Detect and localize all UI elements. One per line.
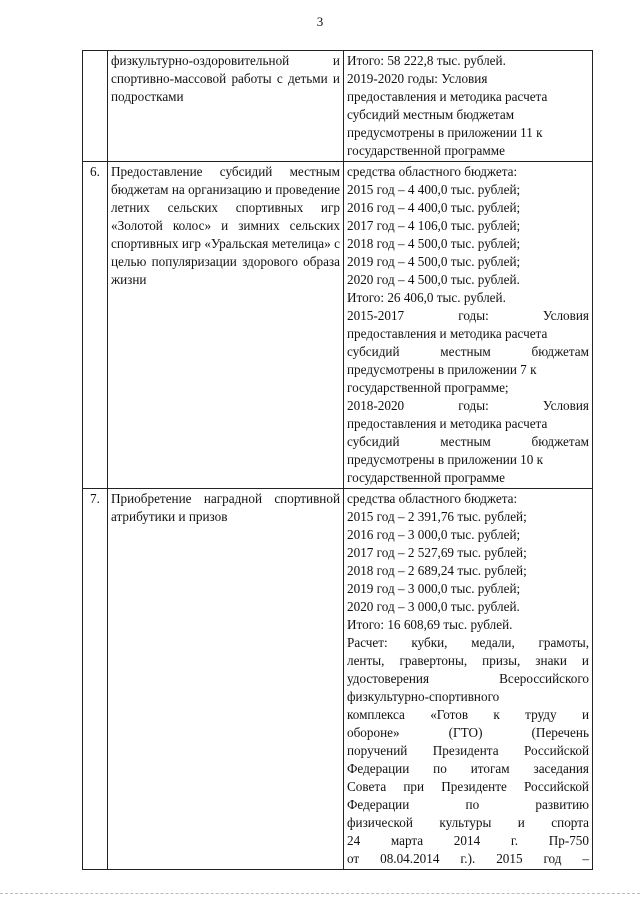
description-line: предусмотрены в приложении 7 к <box>347 362 537 377</box>
description-line: государственной программе <box>347 143 505 158</box>
table-row <box>83 51 593 162</box>
description-line: предоставления и методика расчета <box>347 326 548 341</box>
description-line: поручений Президента Российской <box>347 743 589 758</box>
description-line: 2016 год – 3 000,0 тыс. рублей; <box>347 527 521 542</box>
description-line: физкультурно-спортивного <box>347 689 500 704</box>
activity-name: Предоставление субсидий местным бюджетам на организацию и проведение летних сельских спортивных игр «Золотой колос» и зимних сельских спортивных игр «Уральская метелица» с целью популяризации здорового образа жизни <box>108 162 344 489</box>
description-line: Совета при Президенте Российской <box>347 779 589 794</box>
program-table <box>82 50 593 870</box>
description-line: 2017 год – 2 527,69 тыс. рублей; <box>347 545 527 560</box>
table-row <box>83 162 593 489</box>
description-line: субсидий местным бюджетам <box>347 344 589 359</box>
description-line: 24 марта 2014 г. Пр-750 <box>347 833 589 848</box>
row-number: 7. <box>83 489 108 870</box>
description-line: средства областного бюджета: <box>347 164 518 179</box>
description-line: 2018 год – 4 500,0 тыс. рублей; <box>347 236 521 251</box>
description-line: государственной программе <box>347 470 505 485</box>
table-row <box>83 489 593 870</box>
activity-name: Приобретение наградной спортивной атрибутики и призов <box>108 489 344 870</box>
description-line: 2015 год – 4 400,0 тыс. рублей; <box>347 182 521 197</box>
row-number: 6. <box>83 162 108 489</box>
description-line: удостоверения Всероссийского <box>347 671 589 686</box>
description-line: государственной программе; <box>347 380 509 395</box>
description-line: 2015-2017 годы: Условия <box>347 308 589 323</box>
funding-description <box>344 489 593 870</box>
description-line: 2017 год – 4 106,0 тыс. рублей; <box>347 218 521 233</box>
description-line: 2020 год – 3 000,0 тыс. рублей. <box>347 599 520 614</box>
description-line: 2020 год – 4 500,0 тыс. рублей. <box>347 272 520 287</box>
description-line: 2019 год – 4 500,0 тыс. рублей; <box>347 254 521 269</box>
description-line: 2019 год – 3 000,0 тыс. рублей; <box>347 581 521 596</box>
funding-description <box>344 51 593 162</box>
funding-description <box>344 162 593 489</box>
activity-name: физкультурно-оздоровительной и спортивно-массовой работы с детьми и подростками <box>108 51 344 162</box>
row-number <box>83 51 108 162</box>
description-line: комплекса «Готов к труду и <box>347 707 589 722</box>
description-line: обороне» (ГТО) (Перечень <box>347 725 589 740</box>
description-line: Итого: 26 406,0 тыс. рублей. <box>347 290 506 305</box>
description-line: предусмотрены в приложении 10 к <box>347 452 544 467</box>
description-line: предоставления и методика расчета <box>347 416 548 431</box>
description-line: субсидий местным бюджетам <box>347 434 589 449</box>
description-line: средства областного бюджета: <box>347 491 518 506</box>
description-line: от 08.04.2014 г.). 2015 год – <box>347 851 589 866</box>
description-line: Федерации по развитию <box>347 797 589 812</box>
description-line: 2018-2020 годы: Условия <box>347 398 589 413</box>
page-number: 3 <box>316 14 324 29</box>
description-line: ленты, гравертоны, призы, знаки и <box>347 653 589 668</box>
description-line: Федерации по итогам заседания <box>347 761 589 776</box>
description-line: 2015 год – 2 391,76 тыс. рублей; <box>347 509 527 524</box>
description-line: Итого: 58 222,8 тыс. рублей. <box>347 53 506 68</box>
description-line: предусмотрены в приложении 11 к <box>347 125 543 140</box>
description-line: физической культуры и спорта <box>347 815 589 830</box>
description-line: субсидий местным бюджетам <box>347 107 515 122</box>
description-line: Расчет: кубки, медали, грамоты, <box>347 635 589 650</box>
description-line: 2016 год – 4 400,0 тыс. рублей; <box>347 200 521 215</box>
description-line: Итого: 16 608,69 тыс. рублей. <box>347 617 513 632</box>
page-bottom-divider <box>0 893 640 894</box>
description-line: 2019-2020 годы: Условия <box>347 71 488 86</box>
description-line: 2018 год – 2 689,24 тыс. рублей; <box>347 563 527 578</box>
description-line: предоставления и методика расчета <box>347 89 548 104</box>
